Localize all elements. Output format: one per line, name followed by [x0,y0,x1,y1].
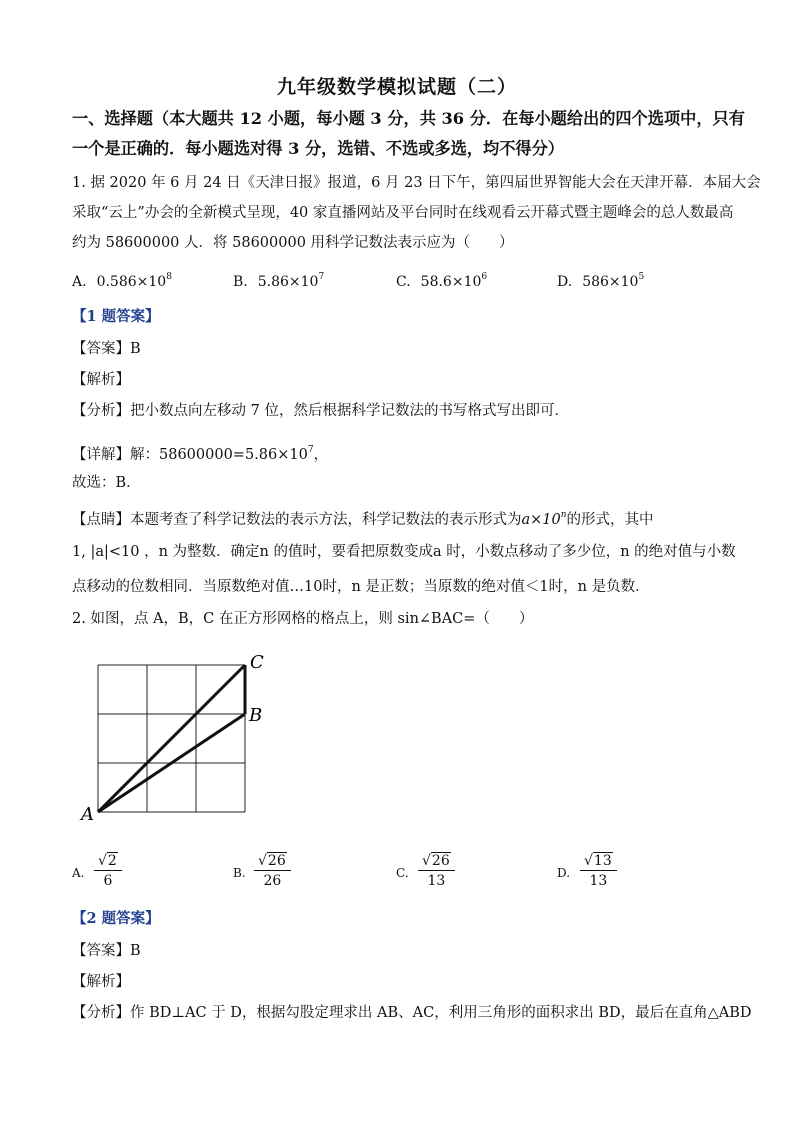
q1-detail [72,441,328,464]
q2-option-a-label: A. [72,866,85,880]
q2-option-b-label: B. [233,866,246,880]
option-exponent: 5 [638,272,645,282]
option-denominator: 13 [427,873,446,889]
option-value: 586×10 [582,274,639,290]
q2-option-d-fraction: $\frac{√13}{13}$ [580,852,617,891]
q2-option-c-fraction: $\frac{√26}{13}$ [418,852,455,891]
option-label: C. [396,274,411,290]
label-c: C [250,652,264,673]
option-radicand: 13 [593,853,612,869]
detail-suffix: ， [313,447,329,463]
comment-formula: a×10 [521,512,561,528]
q1-choose: 故选：B． [72,475,141,491]
option-radicand: 2 [107,853,117,869]
option-denominator: 13 [589,873,608,889]
option-denominator: 6 [103,873,113,889]
q1-answer-tag: 【1 题答案】 [72,308,160,325]
label-b: B [249,705,263,726]
option-value: 0.586×10 [96,274,167,290]
option-radicand: 26 [267,853,286,869]
option-label: A. [72,274,87,290]
q1-stem-line3: 约为 58600000 人．将 58600000 用科学记数法表示应为（ ） [72,235,514,251]
segment-ac [98,665,245,812]
option-radicand: 26 [431,853,450,869]
q1-analysis: 【分析】把小数点向左移动 7 位，然后根据科学记数法的书写格式写出即可． [72,403,569,419]
comment-text-end: 的形式，其中 [566,512,654,528]
option-value: 58.6×10 [420,274,482,290]
q1-stem-line2: 采取“云上”办会的全新模式呈现，40 家直播网站及平台同时在线观看云开幕式暨主题峰会的总人数最高 [72,205,734,221]
detail-exponent: 7 [307,445,314,455]
q2-analysis-tag: 【解析】 [72,974,130,990]
option-exponent: 7 [318,272,325,282]
option-label: D. [557,274,573,290]
option-denominator: 26 [263,873,282,889]
comment-exponent: n [560,510,567,520]
q1-stem-line1: 1. 据 2020 年 6 月 24 日《天津日报》报道，6 月 23 日下午，第四届世界智能大会在天津开幕．本届大会 [72,175,761,191]
q2-option-a-fraction: $\frac{√2}{6}$ [94,852,122,891]
option-exponent: 8 [166,272,172,282]
label-a: A [81,804,94,825]
q2-answer: 【答案】B [72,943,141,959]
q2-option-d-label: D. [557,866,571,880]
option-value: 5.86×10 [257,274,319,290]
page-title: 九年级数学模拟试题（二） [276,76,517,98]
q1-answer: 【答案】B [72,341,141,357]
q2-option-b-fraction: $\frac{√26}{26}$ [254,852,291,891]
grid-figure [78,650,278,825]
detail-text: 【详解】解：58600000=5.86×10 [72,447,308,463]
q1-option-b [233,272,324,290]
q2-analysis: 【分析】作 BD⊥AC 于 D，根据勾股定理求出 AB、AC，利用三角形的面积求出 BD，最后在直角△ABD [72,1005,752,1021]
q1-comment-line2: 1, |a|<10 ，n 为整数．确定n 的值时，要看把原数变成a 时，小数点移动了多少位，n 的绝对值与小数 [72,544,736,560]
q2-stem: 2. 如图，点 A，B，C 在正方形网格的格点上，则 sin∠BAC=（ ） [72,611,534,627]
section-heading-line2: 一个是正确的．每小题选对得 3 分，选错、不选或多选，均不得分） [72,139,564,158]
q1-comment-line1 [72,506,654,529]
q2-option-c-label: C. [396,866,409,880]
q1-option-c [396,272,487,290]
option-label: B. [233,274,248,290]
q1-option-a [72,272,172,290]
q1-analysis-tag: 【解析】 [72,372,130,388]
q1-option-d [557,272,644,290]
q2-answer-tag: 【2 题答案】 [72,910,160,927]
section-heading-line1: 一、选择题（本大题共 12 小题，每小题 3 分，共 36 分．在每小题给出的四个选项中，只有 [72,109,745,128]
q1-comment-line3: 点移动的位数相同．当原数绝对值…10时，n 是正数；当原数的绝对值＜1时，n 是负数． [72,579,650,595]
comment-text: 【点睛】本题考查了科学记数法的表示方法，科学记数法的表示形式为 [72,512,522,528]
option-exponent: 6 [481,272,488,282]
